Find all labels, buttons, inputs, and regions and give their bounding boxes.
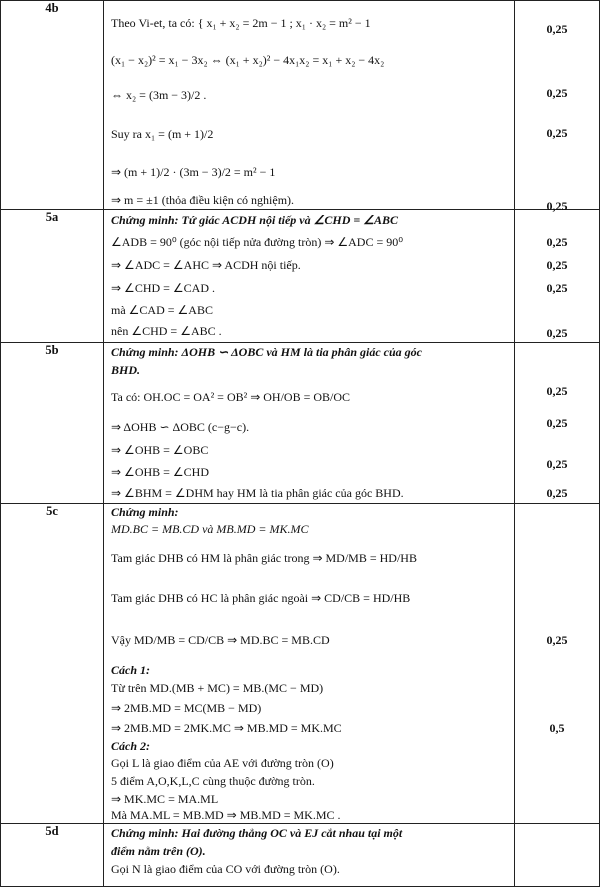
content-line: ⇒ ∠BHM = ∠DHM hay HM là tia phân giác của góc BHD. [111, 486, 404, 500]
table-row [1, 504, 600, 824]
score-value: 0,25 [546, 633, 568, 647]
score-value: 0,25 [546, 281, 568, 295]
score-value: 0,5 [549, 721, 565, 735]
row-content [104, 210, 515, 343]
content-heading: Chứng minh: Tứ giác ACDH nội tiếp và ∠CHD = ∠ABC [111, 213, 398, 227]
table-row [1, 210, 600, 343]
content-line: Mà MA.ML = MB.MD ⇒ MB.MD = MK.MC . [111, 808, 341, 822]
content-line: ⇒ ∠OHB = ∠OBC [111, 443, 209, 457]
score-value: 0,25 [546, 235, 568, 249]
content-line: ⇒ ∠OHB = ∠CHD [111, 465, 210, 479]
score-column [515, 824, 600, 887]
content-line: Ta có: OH.OC = OA² = OB² ⇒ OH/OB = OB/OC [111, 390, 351, 404]
content-line: ⇒ 2MB.MD = 2MK.MC ⇒ MB.MD = MK.MC [111, 721, 342, 735]
content-line: ⇒ MK.MC = MA.ML [111, 792, 219, 806]
content-line: Gọi L là giao điểm của AE với đường tròn (O) [111, 756, 334, 770]
content-line: ⇒ (m + 1)/2 · (3m − 3)/2 = m² − 1 [111, 165, 276, 179]
score-value: 0,25 [546, 326, 568, 340]
row-content [104, 824, 515, 887]
content-line: ∠ADB = 90⁰ (góc nội tiếp nửa đường tròn) ⇒ ∠ADC = 90⁰ [111, 235, 404, 249]
row-content [104, 504, 515, 824]
content-line: ⇒ 2MB.MD = MC(MB − MD) [111, 701, 262, 715]
row-label: 5c [1, 504, 104, 824]
score-column [515, 504, 600, 824]
score-value: 0,25 [546, 457, 568, 471]
score-value: 0,25 [546, 126, 568, 140]
table-row [1, 1, 600, 210]
content-line: (x₁ − x₂)² = x₁ − 3x₂ ⇔ (x₁ + x₂)² − 4x₁x₂ = x₁ + x₂ − 4x₂ [111, 53, 385, 67]
content-heading: Cách 1: [111, 663, 150, 677]
content-line: 5 điểm A,O,K,L,C cùng thuộc đường tròn. [111, 774, 315, 788]
content-line: ⇒ m = ±1 (thỏa điều kiện có nghiệm). [111, 193, 295, 207]
table-row [1, 343, 600, 504]
row-label: 4b [1, 1, 104, 210]
content-line: ⇒ ΔOHB ∽ ΔOBC (c−g−c). [111, 420, 250, 434]
content-line: ⇒ ∠ADC = ∠AHC ⇒ ACDH nội tiếp. [111, 258, 301, 272]
row-label: 5a [1, 210, 104, 343]
score-value: 0,25 [546, 384, 568, 398]
row-content [104, 1, 515, 210]
content-heading: điểm nằm trên (O). [111, 844, 206, 858]
score-column [515, 210, 600, 343]
score-value: 0,25 [546, 258, 568, 272]
table-row [1, 824, 600, 887]
content-line: ⇔ x₂ = (3m − 3)/2 . [111, 88, 207, 102]
content-line: MD.BC = MB.CD và MB.MD = MK.MC [111, 522, 309, 536]
score-column [515, 343, 600, 504]
score-value: 0,25 [546, 86, 568, 100]
content-line: Theo Vi-et, ta có: { x₁ + x₂ = 2m − 1 ; x₁ · x₂ = m² − 1 [111, 16, 371, 30]
content-line: Suy ra x₁ = (m + 1)/2 [111, 127, 214, 141]
score-value: 0,25 [546, 486, 568, 500]
content-line: nên ∠CHD = ∠ABC . [111, 324, 222, 338]
content-heading: Chứng minh: [111, 505, 179, 519]
content-heading: Cách 2: [111, 739, 150, 753]
row-label: 5b [1, 343, 104, 504]
content-heading: Chứng minh: ΔOHB ∽ ΔOBC và HM là tia phân giác của góc [111, 345, 422, 359]
row-content [104, 343, 515, 504]
content-line: mà ∠CAD = ∠ABC [111, 303, 213, 317]
content-line: Gọi N là giao điểm của CO với đường tròn (O). [111, 862, 340, 876]
score-value: 0,25 [546, 199, 568, 213]
content-line: Tam giác DHB có HM là phân giác trong ⇒ MD/MB = HD/HB [111, 551, 417, 565]
score-value: 0,25 [546, 416, 568, 430]
content-line: ⇒ ∠CHD = ∠CAD . [111, 281, 216, 295]
content-line: Vậy MD/MB = CD/CB ⇒ MD.BC = MB.CD [111, 633, 330, 647]
score-value: 0,25 [546, 22, 568, 36]
content-heading: BHD. [111, 363, 141, 377]
score-column [515, 1, 600, 213]
content-line: Từ trên MD.(MB + MC) = MB.(MC − MD) [111, 681, 324, 695]
row-label: 5d [1, 824, 104, 887]
content-heading: Chứng minh: Hai đường thẳng OC và EJ cắt nhau tại một [111, 826, 403, 840]
content-line: Tam giác DHB có HC là phân giác ngoài ⇒ CD/CB = HD/HB [111, 591, 411, 605]
